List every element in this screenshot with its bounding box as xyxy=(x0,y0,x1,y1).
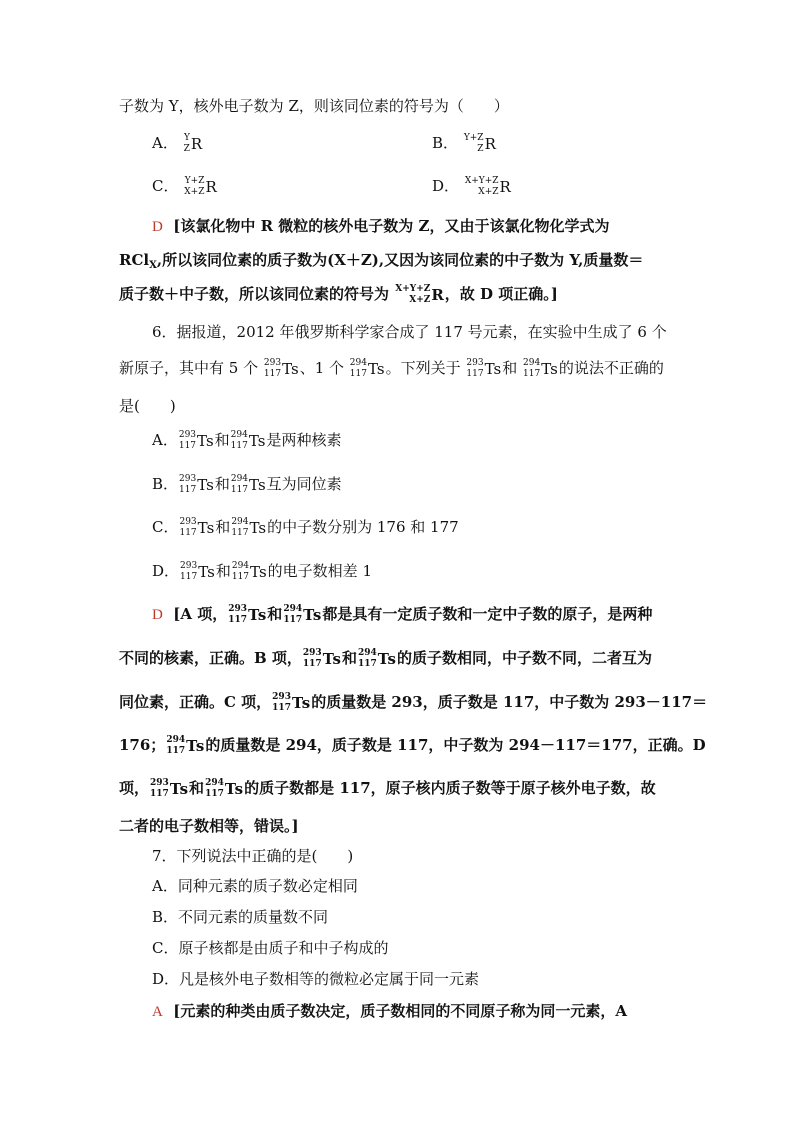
option-label: A． xyxy=(152,134,178,152)
nuclide-ts-293: 293 117 Ts xyxy=(302,648,341,669)
q6-explanation-line-5: 项， 293 117 Ts和 294 117 Ts的质子数都是 117，原子核内质子数等于原子核外电子数，故 xyxy=(119,778,656,799)
nuclide-ts-293: 293 117 Ts xyxy=(466,358,502,379)
nuclide-ts-293: 293 117 Ts xyxy=(263,358,299,379)
q6-explanation-line-2: 不同的核素，正确。B 项， 293 117 Ts和 294 117 Ts的质子数相同，中子数不同，二者互为 xyxy=(119,648,652,669)
nuclide-ts-294: 294 117 Ts xyxy=(205,778,244,799)
nuclide-ts-294: 294 117 Ts xyxy=(523,358,558,379)
q5-option-d[interactable] xyxy=(432,176,512,198)
nuclide-notation: X+Y+Z X+Z R xyxy=(395,284,444,305)
nuclide-ts-294: 294 117 Ts xyxy=(230,430,266,451)
nuclide-ts-294: 294 117 Ts xyxy=(283,604,322,625)
nuclide-ts-293: 293 117 Ts xyxy=(150,778,189,799)
q6-explanation-line-3: 同位素，正确。C 项， 293 117 Ts的质量数是 293，质子数是 117，中子数为 293－117＝ xyxy=(119,692,708,713)
q6-explanation-line-6: 二者的电子数相等，错误。] xyxy=(119,817,299,835)
q7-explanation-line-1: A [元素的种类由质子数决定，质子数相同的不同原子称为同一元素，A xyxy=(152,1002,628,1020)
q5-explanation-line-2: RCl$_X$,所以该同位素的质子数为(X＋Z),又因为该同位素的中子数为 Y,质量数＝ xyxy=(119,251,644,271)
option-label: B． xyxy=(432,134,459,152)
nuclide-notation: Y+Z X+Z R xyxy=(184,176,217,197)
nuclide-ts-293: 293 117 Ts xyxy=(179,474,214,495)
nuclide-ts-293: 293 117 Ts xyxy=(178,430,214,451)
nuclide-notation: Y+Z Z R xyxy=(463,133,496,154)
nuclide-ts-294: 294 117 Ts xyxy=(349,358,385,379)
q6-explanation-line-4: 176； 294 117 Ts的质量数是 294，质子数是 117，中子数为 294－117＝177，正确。D xyxy=(119,735,706,756)
nuclide-ts-294: 294 117 Ts xyxy=(230,474,266,495)
q7-option-c[interactable]: C．原子核都是由质子和中子构成的 xyxy=(152,939,389,957)
q7-option-a[interactable]: A．同种元素的质子数必定相同 xyxy=(152,877,358,895)
nuclide-ts-293: 293 117 Ts xyxy=(228,604,267,625)
q7-option-b[interactable]: B．不同元素的质量数不同 xyxy=(152,908,329,926)
q5-option-b[interactable] xyxy=(432,133,497,155)
q6-option-d[interactable]: D． 293 117 Ts和 294 117 Ts的电子数相差 1 xyxy=(152,561,372,582)
nuclide-ts-293: 293 117 Ts xyxy=(180,561,215,582)
nuclide-ts-294: 294 117 Ts xyxy=(357,648,396,669)
q6-stem-line-3: 是( ) xyxy=(119,397,176,415)
q7-option-d[interactable]: D．凡是核外电子数相等的微粒必定属于同一元素 xyxy=(152,970,480,988)
answer-letter: D xyxy=(152,607,163,623)
nuclide-notation: Y Z R xyxy=(183,133,203,154)
answer-letter: D xyxy=(152,219,163,235)
q5-option-a[interactable] xyxy=(152,133,203,155)
nuclide-ts-293: 293 117 Ts xyxy=(272,692,311,713)
nuclide-ts-294: 294 117 Ts xyxy=(166,735,205,756)
q6-stem-line-1: 6．据报道，2012 年俄罗斯科学家合成了 117 号元素，在实验中生成了 6 个 xyxy=(152,323,667,341)
q5-explanation-line-3: 质子数＋中子数，所以该同位素的符号为 X+Y+Z X+Z R，故 D 项正确。] xyxy=(119,284,558,305)
option-label: D． xyxy=(432,177,460,195)
q6-option-a[interactable]: A． 293 117 Ts和 294 117 Ts是两种核素 xyxy=(152,430,342,451)
q6-explanation-line-1: D [A 项， 293 117 Ts和 294 117 Ts都是具有一定质子数和一定中子数的原子，是两种 xyxy=(152,604,653,625)
q7-stem: 7．下列说法中正确的是( ) xyxy=(152,847,354,865)
q5-stem-tail: 子数为 Y，核外电子数为 Z，则该同位素的符号为（ ） xyxy=(119,97,509,115)
q5-option-c[interactable] xyxy=(152,176,218,198)
nuclide-notation: X+Y+Z X+Z R xyxy=(464,176,511,197)
q5-explanation-line-1: D [该氯化物中 R 微粒的核外电子数为 Z，又由于该氯化物化学式为 xyxy=(152,217,610,235)
nuclide-ts-293: 293 117 Ts xyxy=(179,517,215,538)
nuclide-ts-294: 294 117 Ts xyxy=(231,561,267,582)
q6-option-c[interactable]: C． 293 117 Ts和 294 117 Ts的中子数分别为 176 和 177 xyxy=(152,517,459,538)
answer-letter: A xyxy=(152,1004,163,1020)
q6-option-b[interactable]: B． 293 117 Ts和 294 117 Ts互为同位素 xyxy=(152,474,342,495)
option-label: C． xyxy=(152,177,179,195)
nuclide-ts-294: 294 117 Ts xyxy=(231,517,267,538)
q6-stem-line-2: 新原子，其中有 5 个 293 117 Ts、1 个 294 117 Ts。下列关于 293 117 Ts和 294 117 Ts的说法不正确的 xyxy=(119,358,664,379)
